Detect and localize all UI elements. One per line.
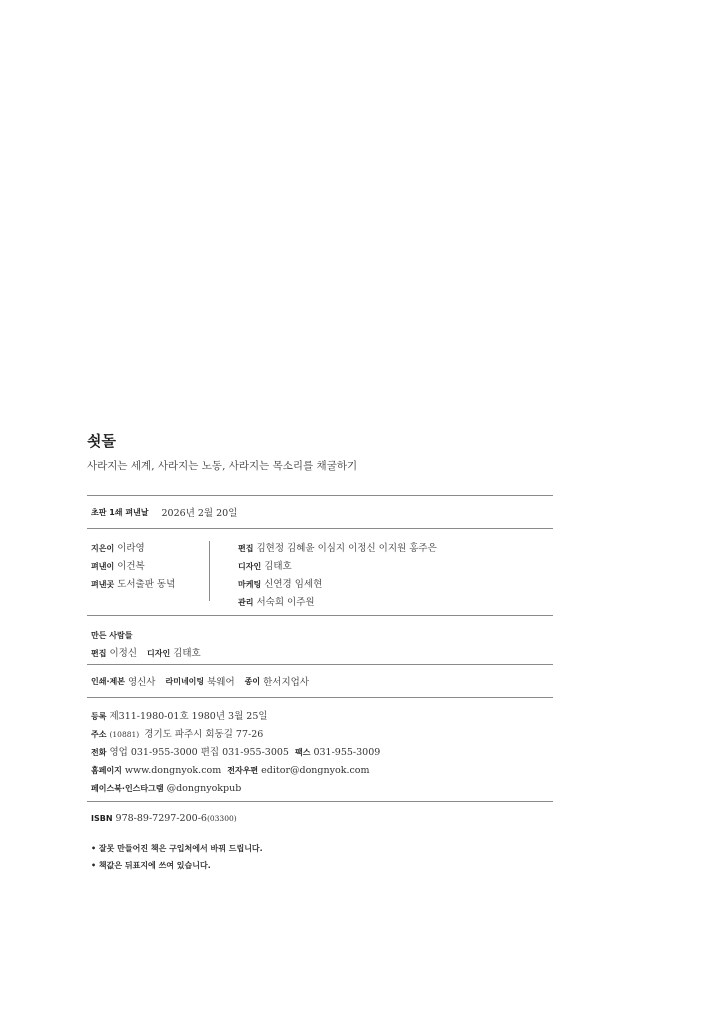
- notes: [87, 840, 553, 874]
- edition-info: [87, 496, 553, 528]
- colophon: [87, 432, 553, 874]
- publishing-house-line: 펴낸곳 도서출판 동녘: [91, 579, 176, 590]
- publisher-staff: [87, 529, 553, 615]
- sns-line: 페이스북·인스타그램 @dongnyokpub: [91, 783, 242, 794]
- design-line: 디자인 김태호: [238, 561, 292, 572]
- makers-heading: 만든 사람들: [91, 631, 133, 640]
- web-line: 홈페이지 www.dongnyok.com 전자우편 editor@dongnyok.com: [91, 765, 370, 776]
- staff-left-column: [87, 537, 209, 609]
- book-subtitle: 사라지는 세계, 사라지는 노동, 사라지는 목소리를 채굴하기: [87, 460, 358, 472]
- homepage-link[interactable]: www.dongnyok.com: [124, 765, 222, 776]
- phone-line: 전화 영업 031-955-3000 편집 031-955-3005 팩스 031-955-3009: [91, 747, 381, 758]
- email-link[interactable]: editor@dongnyok.com: [261, 765, 370, 776]
- makers-line: 편집 이정신 디자인 김태호: [91, 648, 201, 659]
- management-line: 관리 서숙희 이주원: [238, 597, 315, 608]
- registration-line: 등록 제311-1980-01호 1980년 3월 25일: [91, 711, 268, 722]
- note-exchange: • 잘못 만들어진 책은 구입처에서 바꿔 드립니다.: [91, 844, 263, 853]
- address-line: 주소 (10881) 경기도 파주시 회동길 77-26: [91, 729, 264, 740]
- contact-info: [87, 698, 553, 801]
- publisher-line: 펴낸이 이건복: [91, 561, 145, 572]
- note-price: • 책값은 뒤표지에 쓰여 있습니다.: [91, 861, 211, 870]
- author-line: 지은이 이라영: [91, 543, 145, 554]
- book-title: 쇳돌: [87, 432, 116, 450]
- production-info: 인쇄·제본 영신사 라미네이팅 북웨어 종이 한서지업사: [91, 676, 310, 688]
- staff-right-column: [210, 537, 437, 609]
- editing-team-line: 편집 김현정 김혜윤 이심지 이정신 이지원 홍주은: [238, 543, 437, 554]
- makers-section: [87, 616, 553, 664]
- isbn-info: ISBN 978-89-7297-200-6 (03300): [91, 812, 237, 824]
- edition-date: 2026년 2월 20일: [161, 508, 238, 519]
- edition-label: 초판 1쇄 펴낸날: [91, 507, 149, 517]
- marketing-line: 마케팅 신연경 임세현: [238, 579, 323, 590]
